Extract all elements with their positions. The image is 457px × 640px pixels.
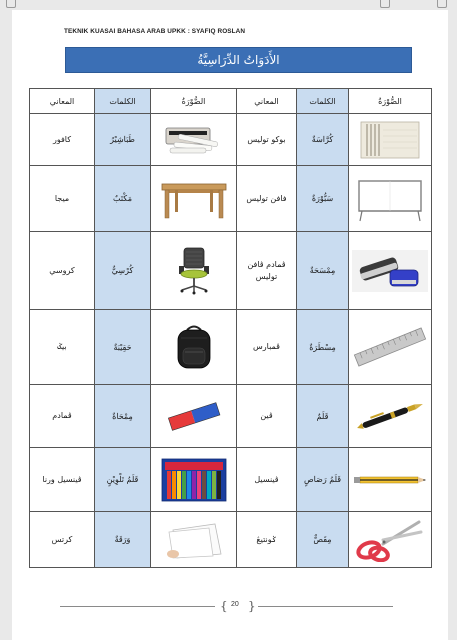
- picture-cell: [349, 166, 432, 232]
- chalk-icon: [164, 124, 224, 156]
- page-footer: [60, 600, 393, 612]
- table-row: [30, 114, 432, 166]
- eraser-duster-icon: [352, 250, 428, 292]
- table-icon: [159, 178, 229, 220]
- table-header-row: [30, 89, 432, 114]
- word-cell: سَبُّوْرَةٌ: [297, 166, 349, 232]
- meaning-cell: كافور: [30, 114, 95, 166]
- eraser-icon: [165, 400, 223, 432]
- meaning-cell: بوكو توليس: [237, 114, 297, 166]
- word-cell: قَلَمُ تَلْوِيْنٍ: [95, 448, 151, 512]
- table-row: [30, 166, 432, 232]
- picture-cell: [349, 232, 432, 310]
- header-picture-left: الصُّوْرَةُ: [151, 89, 237, 114]
- meaning-cell: ڤمادم: [30, 385, 95, 448]
- word-cell: قَلَمٌ: [297, 385, 349, 448]
- whiteboard-icon: [356, 175, 424, 223]
- pen-icon: [351, 398, 429, 434]
- footer-rule-left: [60, 606, 215, 607]
- word-cell: كُرْسِيٌّ: [95, 232, 151, 310]
- page-number: 20: [231, 601, 239, 608]
- menu-icon[interactable]: [6, 0, 16, 8]
- word-cell: وَرَقَةٌ: [95, 512, 151, 568]
- table-row: [30, 512, 432, 568]
- title-banner: [65, 47, 412, 73]
- school-bag-icon: [171, 322, 217, 372]
- page-title: الأَدَوَاتُ الدِّرَاسِيَّةُ: [197, 53, 280, 67]
- word-cell: كُرَّاسَةٌ: [297, 114, 349, 166]
- meaning-cell: ڤينسيل ورنا: [30, 448, 95, 512]
- picture-cell: [151, 512, 237, 568]
- picture-cell: [349, 114, 432, 166]
- picture-cell: [151, 448, 237, 512]
- word-cell: قَلَمُ رَصَاصٍ: [297, 448, 349, 512]
- picture-cell: [151, 385, 237, 448]
- paper-icon: [163, 520, 225, 560]
- picture-cell: [151, 310, 237, 385]
- meaning-cell: ڤمادم ڤافن توليس: [237, 232, 297, 310]
- table-row: [30, 448, 432, 512]
- word-cell: مِسْطَرَةٌ: [297, 310, 349, 385]
- viewer-top-bar: [0, 0, 457, 10]
- colored-pencils-icon: [161, 458, 227, 502]
- footer-rule-right: [258, 606, 393, 607]
- footer-bracket-left: {: [220, 599, 228, 613]
- notebook-icon: [359, 120, 421, 160]
- meaning-cell: كروسي: [30, 232, 95, 310]
- office-chair-icon: [174, 246, 214, 296]
- header-picture-right: الصُّوْرَةُ: [349, 89, 432, 114]
- word-cell: مَكْتَبٌ: [95, 166, 151, 232]
- table-row: [30, 385, 432, 448]
- bookmark-icon[interactable]: [380, 0, 390, 8]
- word-cell: طَبَاشِيْرُ: [95, 114, 151, 166]
- meaning-cell: فافن توليس: [237, 166, 297, 232]
- word-cell: مِمْسَحَةٌ: [297, 232, 349, 310]
- word-cell: مِقَصٌّ: [297, 512, 349, 568]
- pencil-icon: [352, 473, 428, 487]
- vocabulary-table: [29, 88, 432, 568]
- scissors-icon: [355, 518, 425, 562]
- ruler-icon: [352, 327, 428, 367]
- meaning-cell: ݢونتيڠ: [237, 512, 297, 568]
- meaning-cell: كرتس: [30, 512, 95, 568]
- meaning-cell: ميجا: [30, 166, 95, 232]
- footer-bracket-right: }: [248, 599, 256, 613]
- meaning-cell: بيݢ: [30, 310, 95, 385]
- picture-cell: [151, 232, 237, 310]
- meaning-cell: ڤينسيل: [237, 448, 297, 512]
- picture-cell: [151, 166, 237, 232]
- header-meanings-right: المعاني: [237, 89, 297, 114]
- document-header: TEKNIK KUASAI BAHASA ARAB UPKK : SYAFIQ ROSLAN: [64, 28, 246, 35]
- picture-cell: [349, 512, 432, 568]
- meaning-cell: ڤين: [237, 385, 297, 448]
- meaning-cell: ڤمبارس: [237, 310, 297, 385]
- word-cell: مِمْحَاةٌ: [95, 385, 151, 448]
- picture-cell: [151, 114, 237, 166]
- picture-cell: [349, 310, 432, 385]
- header-words-right: الكلمات: [297, 89, 349, 114]
- header-words-left: الكلمات: [95, 89, 151, 114]
- picture-cell: [349, 385, 432, 448]
- picture-cell: [349, 448, 432, 512]
- word-cell: حَقِيْبَةٌ: [95, 310, 151, 385]
- table-row: [30, 232, 432, 310]
- table-row: [30, 310, 432, 385]
- header-meanings-left: المعاني: [30, 89, 95, 114]
- share-icon[interactable]: [437, 0, 447, 8]
